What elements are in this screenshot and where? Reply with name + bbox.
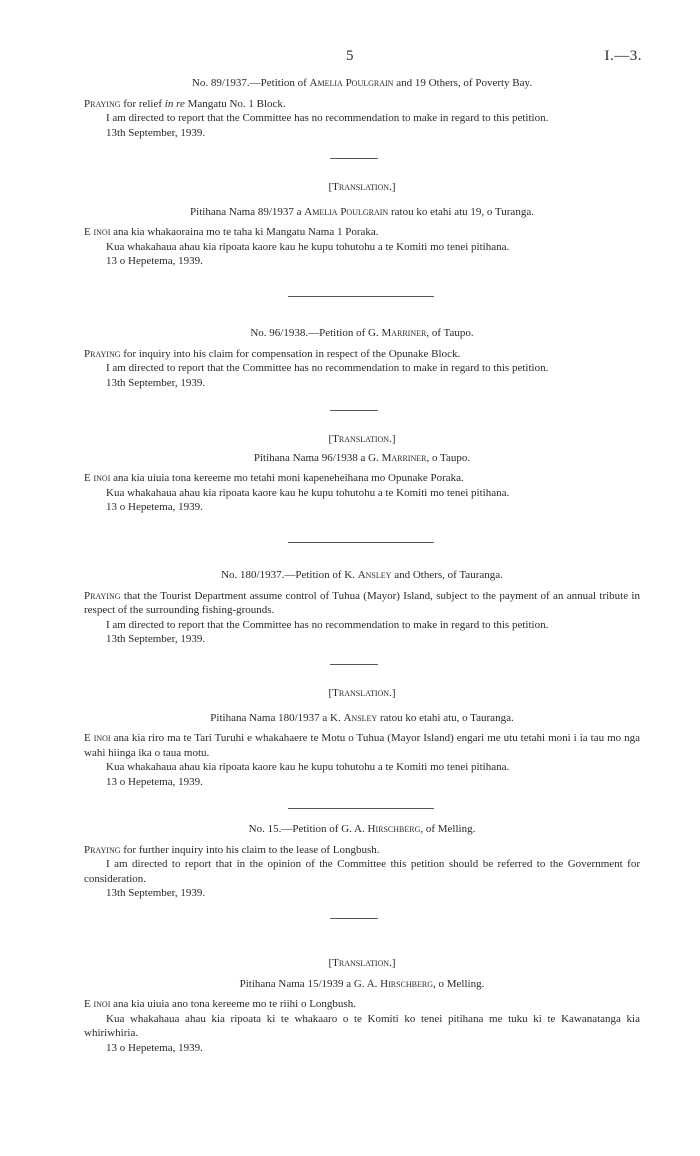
petition-prayer: Praying for relief in re Mangatu No. 1 Block. (84, 97, 286, 110)
translation-title: Pitihana Nama 180/1937 a K. Ansley ratou ko etahi atu, o Tauranga. (210, 711, 514, 724)
petition-date: 13th September, 1939. (106, 887, 206, 899)
translation-label: [Translation.] (328, 181, 396, 193)
petition-date: 13th September, 1939. (106, 633, 206, 645)
translation-report: Kua whakahaua ahau kia ripoata kaore kau he kupu tohutohu a te Komiti mo tenei pitihana. (106, 486, 510, 499)
translation-report: Kua whakahaua ahau kia ripoata kaore kau he kupu tohutohu a te Komiti mo tenei pitihana. (106, 240, 510, 253)
translation-section (84, 180, 640, 269)
translation-prayer: E inoi ana kia riro ma te Tari Turuhi e whakahaere te Motu o Tuhua (Mayor Island) engari me utu tetahi moni i ia tau mo nga wahi hiinga ika o taua motu. (84, 732, 640, 759)
petition-section (84, 568, 640, 647)
petition-date: 13th September, 1939. (106, 376, 206, 389)
translation-report: Kua whakahaua ahau kia ripoata ki te whakaaro o te Komiti ko tenei pitihana me tuku ki te Kawanatanga kia whiriwhiria. (84, 1012, 640, 1039)
translation-title: Pitihana Nama 89/1937 a Amelia Poulgrain ratou ko etahi atu 19, o Turanga. (190, 205, 534, 218)
translation-prayer: E inoi ana kia uiuia tona kereeme mo tetahi moni kapeneheihana mo Opunake Poraka. (84, 472, 464, 484)
separator-short (330, 918, 378, 919)
petition-title: No. 96/1938.—Petition of G. Marriner, of Taupo. (250, 327, 474, 339)
petition-section (84, 326, 640, 390)
separator-long (288, 542, 434, 543)
page-number: 5 (346, 48, 354, 64)
separator-short (330, 664, 378, 665)
translation-section (84, 956, 640, 1055)
translation-label: [Translation.] (328, 433, 396, 445)
translation-date: 13 o Hepetema, 1939. (106, 255, 203, 267)
translation-date: 13 o Hepetema, 1939. (106, 501, 203, 513)
translation-label: [Translation.] (328, 687, 396, 699)
petition-report: I am directed to report that in the opinion of the Committee this petition should be referred to the Government for consideration. (84, 858, 640, 885)
petition-title: No. 180/1937.—Petition of K. Ansley and Others, of Tauranga. (221, 569, 503, 581)
petition-report: I am directed to report that the Committee has no recommendation to make in regard to this petition. (106, 618, 549, 631)
document-reference: I.—3. (604, 48, 642, 64)
translation-report: Kua whakahaua ahau kia ripoata kaore kau he kupu tohutohu a te Komiti mo tenei pitihana. (106, 761, 510, 773)
separator-short (330, 158, 378, 159)
translation-date: 13 o Hepetema, 1939. (106, 775, 203, 788)
petition-report: I am directed to report that the Committee has no recommendation to make in regard to this petition. (106, 112, 549, 124)
petition-report: I am directed to report that the Committee has no recommendation to make in regard to this petition. (106, 362, 549, 374)
petition-prayer: Praying for further inquiry into his claim to the lease of Longbush. (84, 843, 380, 856)
translation-title: Pitihana Nama 15/1939 a G. A. Hirschberg, o Melling. (239, 977, 485, 990)
petition-title: No. 89/1937.—Petition of Amelia Poulgrain and 19 Others, of Poverty Bay. (191, 77, 533, 89)
petition-section (84, 76, 640, 140)
translation-label: [Translation.] (328, 957, 396, 969)
petition-prayer: Praying for inquiry into his claim for compensation in respect of the Opunake Block. (84, 347, 461, 360)
translation-section (84, 432, 640, 515)
separator-long (288, 808, 434, 809)
translation-prayer: E inoi ana kia uiuia ano tona kereeme mo te riihi o Longbush. (84, 998, 356, 1010)
separator-long (288, 296, 434, 297)
separator-short (330, 410, 378, 411)
petition-section (84, 822, 640, 901)
petition-prayer: Praying that the Tourist Department assume control of Tuhua (Mayor) Island, subject to the payment of an annual tribute in respect of the surrounding fishing-grounds. (84, 589, 640, 616)
translation-prayer: E inoi ana kia whakaoraina mo te taha ki Mangatu Nama 1 Poraka. (84, 226, 379, 238)
translation-title: Pitihana Nama 96/1938 a G. Marriner, o Taupo. (253, 451, 471, 464)
petition-title: No. 15.—Petition of G. A. Hirschberg, of Melling. (248, 823, 476, 835)
translation-date: 13 o Hepetema, 1939. (106, 1041, 203, 1054)
petition-date: 13th September, 1939. (106, 126, 206, 139)
translation-section (84, 686, 640, 789)
